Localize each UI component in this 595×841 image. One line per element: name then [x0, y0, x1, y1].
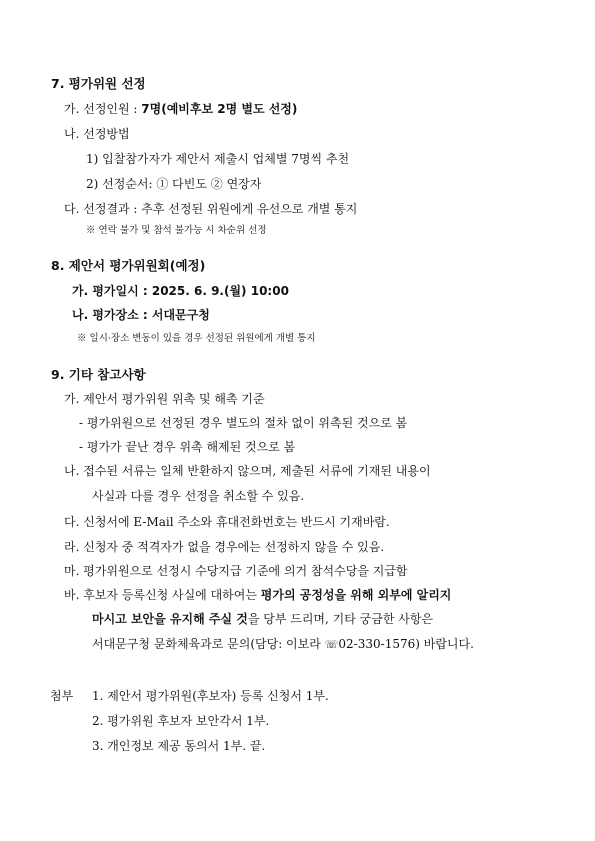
- attachment-item-1: 1. 제안서 평가위원(후보자) 등록 신청서 1부.: [92, 689, 329, 703]
- attachment-label: 첨부: [50, 689, 74, 703]
- phone-icon: ☏: [324, 638, 339, 651]
- s9-item-d: 라. 신청자 중 적격자가 없을 경우에는 선정하지 않을 수 있음.: [64, 540, 385, 554]
- s9-item-e: 마. 평가위원으로 선정시 수당지급 기준에 의거 참석수당을 지급함: [64, 564, 408, 578]
- s9-item-a1: - 평가위원으로 선정된 경우 별도의 절차 없이 위촉된 것으로 봄: [79, 416, 408, 430]
- s9-item-f-line3-b: 02-330-1576) 바랍니다.: [338, 637, 474, 651]
- s7-item-a-value: 7명(예비후보 2명 별도 선정): [141, 102, 298, 116]
- s9-item-f-line1: [64, 587, 451, 603]
- s9-item-f-line2-plain: 을 당부 드리며, 기타 궁금한 사항은: [247, 612, 434, 626]
- s9-item-b-line1: 나. 접수된 서류는 일체 반환하지 않으며, 제출된 서류에 기재된 내용이: [64, 464, 431, 478]
- s9-item-f-line1-bold: 평가의 공정성을 위해 외부에 알리지: [260, 588, 452, 602]
- s7-item-a: [64, 101, 297, 117]
- s8-item-a: 가. 평가일시 : 2025. 6. 9.(월) 10:00: [72, 284, 289, 298]
- s9-item-f-line3: [92, 636, 474, 653]
- attachment-item-3: 3. 개인정보 제공 동의서 1부. 끝.: [92, 739, 266, 753]
- s9-item-f-line1-plain: 바. 후보자 등록신청 사실에 대하여는: [64, 588, 261, 602]
- s8-note: ※ 일시·장소 변동이 있을 경우 선정된 위원에게 개별 통지: [77, 333, 316, 344]
- attachment-item-2: 2. 평가위원 후보자 보안각서 1부.: [92, 714, 270, 728]
- s9-item-b-line2: 사실과 다를 경우 선정을 취소할 수 있음.: [92, 489, 305, 503]
- s7-item-b2: 2) 선정순서: ① 다빈도 ② 연장자: [86, 177, 262, 191]
- s9-item-f-line3-a: 서대문구청 문화체육과로 문의(담당: 이보라: [92, 637, 325, 651]
- s9-item-c: 다. 신청서에 E-Mail 주소와 휴대전화번호는 반드시 기재바람.: [64, 515, 390, 529]
- section-7-title: 7. 평가위원 선정: [51, 76, 146, 91]
- section-9-title: 9. 기타 참고사항: [51, 367, 146, 382]
- s8-item-b: 나. 평가장소 : 서대문구청: [72, 308, 210, 322]
- s7-item-a-label: 가. 선정인원 :: [64, 102, 142, 116]
- section-8-title: 8. 제안서 평가위원회(예정): [51, 258, 206, 273]
- s7-item-b1: 1) 입찰참가자가 제안서 제출시 업체별 7명씩 추천: [86, 152, 350, 166]
- s7-item-b: 나. 선정방법: [64, 127, 130, 141]
- s9-item-a2: - 평가가 끝난 경우 위촉 해제된 것으로 봄: [79, 440, 296, 454]
- s9-item-a: 가. 제안서 평가위원 위촉 및 해촉 기준: [64, 392, 265, 406]
- s7-item-c: 다. 선정결과 : 추후 선정된 위원에게 유선으로 개별 통지: [64, 202, 358, 216]
- s7-note: ※ 연락 불가 및 참석 불가능 시 차순위 선정: [86, 225, 267, 236]
- s9-item-f-line2-bold: 마시고 보안을 유지해 주실 것: [92, 612, 248, 626]
- s9-item-f-line2: [92, 611, 433, 627]
